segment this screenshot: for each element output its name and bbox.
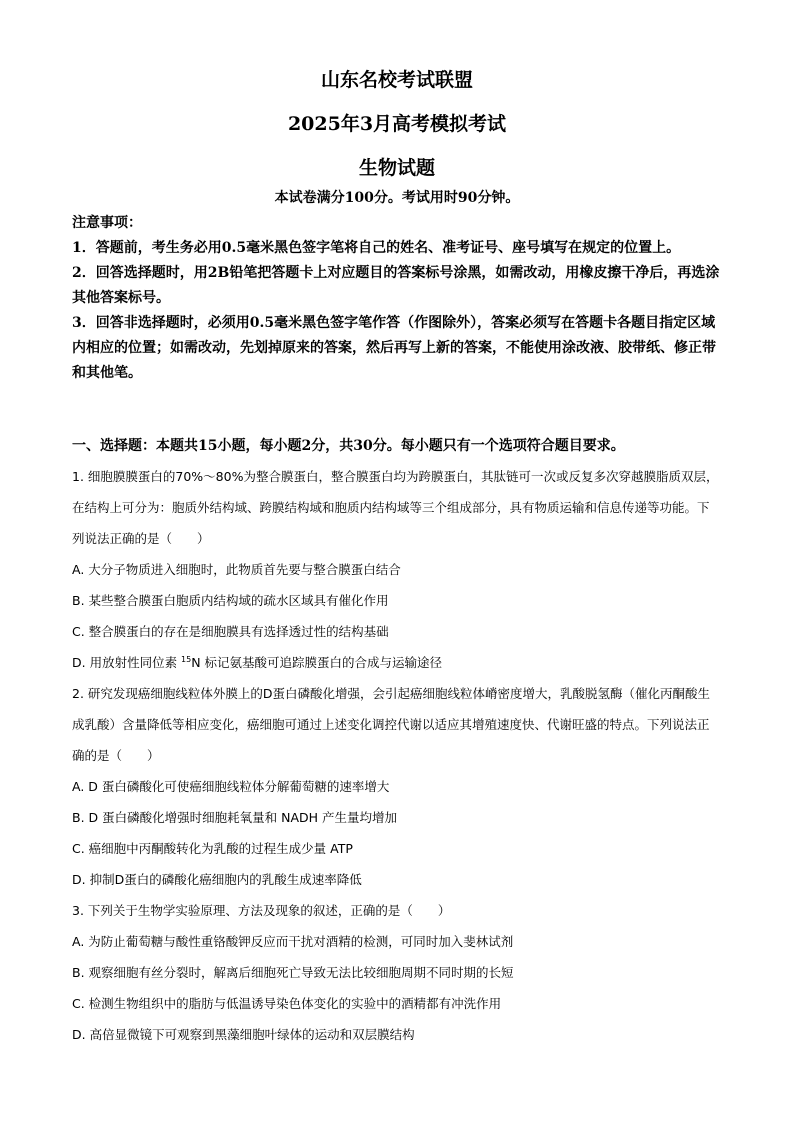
question-2 (72, 678, 720, 895)
option-a: A. D 蛋白磷酸化可使癌细胞线粒体分解葡萄糖的速率增大 (72, 779, 390, 794)
question-stem: 1. 细胞膜膜蛋白的70%～80%为整合膜蛋白，整合膜蛋白均为跨膜蛋白，其肽链可一次或反复多次穿越膜脂质双层，在结构上可分为：胞质外结构域、跨膜结构域和胞质内结构域等三个组成部分，具有物质运输和信息传递等功能。下列说法正确的是（ ） (72, 469, 719, 546)
question-list (72, 437, 720, 1050)
note-item: 3．回答非选择题时，必须用0.5毫米黑色签字笔作答（作图除外），答案必须写在答题卡各题目指定区域内相应的位置；如需改动，先划掉原来的答案，然后再写上新的答案，不能使用涂改液、胶带纸、修正带和其他笔。 (72, 315, 716, 381)
note-item: 2．回答选择题时，用2B铅笔把答题卡上对应题目的答案标号涂黑，如需改动，用橡皮擦干净后，再选涂其他答案标号。 (72, 265, 720, 306)
question-3 (72, 895, 720, 1050)
option-d-text-after: N 标记氨基酸可追踪膜蛋白的合成与运输途径 (191, 655, 443, 670)
note-item: 1．答题前，考生务必用0.5毫米黑色签字笔将自己的姓名、准考证号、座号填写在规定的位置上。 (72, 240, 681, 256)
isotope-mass-number: 15 (181, 654, 192, 664)
option-b: B. 观察细胞有丝分裂时，解离后细胞死亡导致无法比较细胞周期不同时期的长短 (72, 965, 514, 980)
option-c: C. 整合膜蛋白的存在是细胞膜具有选择透过性的结构基础 (72, 624, 389, 639)
section-title: 一、选择题：本题共15小题，每小题2分，共30分。每小题只有一个选项符合题目要求。 (72, 438, 625, 454)
option-d-text-before: D. 用放射性同位素 (72, 655, 182, 670)
option-b: B. D 蛋白磷酸化增强时细胞耗氧量和 NADH 产生量均增加 (72, 810, 397, 825)
option-d: D. 抑制D蛋白的磷酸化癌细胞内的乳酸生成速率降低 (72, 872, 362, 887)
option-d (72, 647, 720, 678)
option-d: D. 高倍显微镜下可观察到黑藻细胞叶绿体的运动和双层膜结构 (72, 1027, 415, 1042)
question-1 (72, 461, 720, 678)
option-a: A. 大分子物质进入细胞时，此物质首先要与整合膜蛋白结合 (72, 562, 401, 577)
exam-league-title: 山东名校考试联盟 (320, 69, 473, 91)
notes-title: 注意事项： (72, 215, 142, 231)
question-stem: 3. 下列关于生物学实验原理、方法及现象的叙述，正确的是（ ） (72, 903, 451, 918)
option-c: C. 检测生物组织中的脂肪与低温诱导染色体变化的实验中的酒精都有冲洗作用 (72, 996, 502, 1011)
exam-intro: 本试卷满分100分。考试用时90分钟。 (274, 190, 520, 206)
option-b: B. 某些整合膜蛋白胞质内结构域的疏水区域具有催化作用 (72, 593, 389, 608)
option-a: A. 为防止葡萄糖与酸性重铬酸钾反应而干扰对酒精的检测，可同时加入斐林试剂 (72, 934, 514, 949)
notes-section (72, 211, 724, 386)
option-c: C. 癌细胞中丙酮酸转化为乳酸的过程生成少量 ATP (72, 841, 353, 856)
exam-session-title: 2025年3月高考模拟考试 (287, 113, 507, 135)
question-stem: 2. 研究发现癌细胞线粒体外膜上的D蛋白磷酸化增强，会引起癌细胞线粒体嵴密度增大，乳酸脱氢酶（催化丙酮酸生成乳酸）含量降低等相应变化，癌细胞可通过上述变化调控代谢以适应其增殖速度快、代谢旺盛的特点。下列说法正确的是（ ） (72, 686, 711, 763)
subject-title: 生物试题 (358, 157, 435, 179)
